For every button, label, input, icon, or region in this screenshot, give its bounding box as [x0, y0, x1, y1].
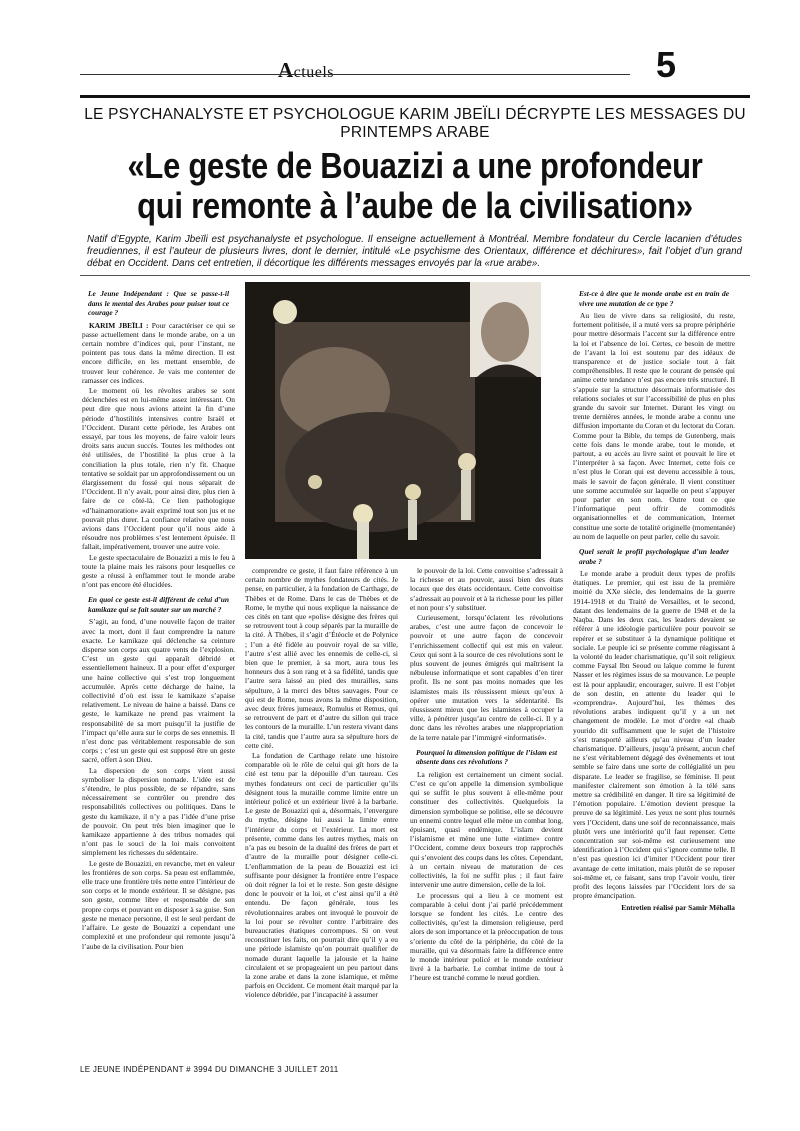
- article-column-1: [82, 283, 235, 1058]
- answer-1-text: Pour caractériser ce qui se passe actuellement dans le monde arabe, on a un certain nombre d’indices qui, pour l’instant, ne pointent pas tous dans la même direction. Il est encore difficile, en les mettant ensemble, de trouver leur cohérence. Je vais me contenter de ramasser ces indices.: [82, 320, 235, 385]
- paragraph: Au lieu de vivre dans sa religiosité, du reste, fortement politisée, il a muté vers sa propre périphérie pour mettre désormais l’accent sur la différence entre la loi et l’absence de loi. Certes, ce besoin de mettre de l’avant la loi est soutenu par des idéaux de transparence et de justice sociale tout à fait compréhensibles. Il reste que le courant de pensée qui anime cette tendance n’est pas encore très structuré. Il s’appuie sur la structure désormais informatisée des relations sociales et sur l’accessibilité de plus en plus grande du savoir sur Internet. Durant les vingt ou trente dernières années, le monde arabe a connu une diffusion importante du Coran et du lectorat du Coran. Comme pour la Bible, du temps de Gutenberg, mais cette fois dans le monde arabe, tout le monde, et partout, a eu accès au livre saint et pouvait le lire et l’interpréter à sa façon. Avec Internet, cette fois ce n’est plus le Coran qui est devenu accessible à tous, mais le savoir de façon générale. Il vient constituer une somme accumulée sur laquelle on peut s’appuyer pour parler en son nom. Outre tout ce que l’informatique peut offrir de commodités organisationnelles et de communication, Internet constitue une sorte de totalité originelle (momentanée) au nom de laquelle on peut parler, celle du savoir.: [573, 311, 735, 541]
- title-rule: [80, 95, 750, 98]
- kicker: LE PSYCHANALYSTE ET PSYCHOLOGUE KARIM JBEÏLI DÉCRYPTE LES MESSAGES DU PRINTEMPS ARABE: [84, 106, 746, 141]
- paragraph: La religion est certainement un ciment social. C’est ce qu’on appelle la dimension symbolique qui se suffit le plus souvent à elle-même pour constituer des collectivités. Quelquefois la dimension symbolique se politise, elle se découvre un ennemi contre lequel elle mène un combat long, épuisant, quasi endémique. L’islam devient l’islamisme et mène une lutte «intime» contre l’Occident, comme deux boxeurs trop rapprochés qui s’envoient des coups dans les côtes. Cependant, à un certain niveau de maturation de ces collectivités, la foi ne suffit plus ; il faut faire intervenir une autre dimension, celle de la loi.: [410, 769, 563, 890]
- paragraph: La dispersion de son corps vient aussi symboliser la dispersion nomade. L’idée est de s’étendre, le plus possible, de se répandre, sans nécessairement se contrôler ou prendre des responsabilités collectives ou politiques. Dans le geste du kamikaze, il n’y a pas l’idée d’une prise de pouvoir. On peut très bien imaginer que le kamikaze appartienne à des tribus nomades qui n’ont pas le souci de la loi mais convoitent simplement les richesses du sédentaire.: [82, 765, 235, 858]
- headline: «Le geste de Bouazizi a une profondeur qui remonte à l’aube de la civilisation»: [127, 145, 703, 226]
- byline: Entretien réalisé par Samir Méhalla: [621, 903, 735, 913]
- section-title: Actuels: [278, 58, 334, 82]
- subheading: Est-ce à dire que le monde arabe est en train de vivre une mutation de ce type ?: [579, 289, 729, 308]
- paragraph: comprendre ce geste, il faut faire référence à un certain nombre de mythes fondateurs de cités. Je pense, en particulier, à la fondation de Carthage, de Thèbes et de Rome. Dans le cas de Thèbes et de Rome, le mythe qui nous explique la naissance de ces cités en tant que «polis» désigne des frères qui se retrouvent tout à coup séparés par la muraille de la cité. À Thèbes, il s’agit d’Étéocle et de Polynice ; l’un a été fidèle au pouvoir royal de sa ville, l’autre s’est allié avec les ennemis de celle-ci, si bien que le premier, à sa mort, aura tous les honneurs dus à son rang et à sa fidélité, tandis que l’autre sera laissé au pied des murailles, sans sépulture, à la merci des bêtes sauvages. Pour ce qui est de Rome, nous avons la même disposition, avec deux frères jumeaux, Romulus et Remus, qui se retrouvent de part et d’autre du sillon qui trace les contours de la muraille. L’un restera vivant dans la cité, tandis que l’autre aura sa sépulture hors de cette cité.: [245, 566, 398, 750]
- article-photo: [245, 282, 541, 559]
- subheading: Quel serait le profil psychologique d’un leader arabe ?: [579, 547, 729, 566]
- subheading: En quoi ce geste est-il différent de celui d’un kamikaze qui se fait sauter sur un marché ?: [88, 595, 229, 614]
- article-column-3: [410, 566, 563, 1058]
- page-footer: LE JEUNE INDÉPENDANT # 3994 DU DIMANCHE 3 JUILLET 2011: [80, 1065, 339, 1074]
- article-column-2: [245, 566, 398, 1058]
- lead-paragraph: Natif d’Egypte, Karim Jbeïli est psychanalyste et psychologue. Il enseigne actuellement à Montréal. Membre fondateur du Cercle lacanien d’études freudiennes, il est l’auteur de plusieurs livres, dont le dernier, intitulé «Le psychisme des Orientaux, différence et déchirures», fait l’objet d’un grand débat en Occident. Dans cet entretien, il décortique les différents messages envoyés par la «rue arabe».: [87, 234, 742, 270]
- header-rule: [80, 74, 630, 75]
- speaker-name: KARIM JBEÏLI :: [89, 320, 149, 330]
- paragraph: La fondation de Carthage relate une histoire comparable où le rôle de celui qui gît hors de la cité est tenu par la dépouille d’un taureau. Ces mythes fondateurs ont ceci de particulier qu’ils désignent tous la muraille comme limite entre un intérieur policé et un extérieur livré à la barbarie. Le geste de Bouazizi qui a, désormais, l’envergure du mythe, désigne lui aussi la limite entre l’intérieur du corps et l’extérieur. La mort est présente, comme dans les autres mythes, mais on n’a pas eu besoin de la dualité des frères de part et d’autre de la muraille pour désigner celle-ci. L’enflammation de la peau de Bouazizi est ici suffisante pour désigner la frontière entre l’espace où doit régner la loi et le reste. Son geste désigne donc le pouvoir et la loi, et c’est ainsi qu’il a été entendu. De façon générale, tous les révolutionnaires arabes ont invoqué le pouvoir de la loi pour se révolter contre l’arbitraire des bureaucraties étatiques corrompues. Si on veut reconstituer les faits, on pourrait dire qu’il y a eu une période islamiste qu’on pourrait qualifier de nomade durant laquelle la jalousie et la haine circulaient et se propageaient un peu partout dans la zone arabe et dans la zone islamique, et même parfois en Occident. Ce moment était marqué par la violence débridée, par l’incapacité à assumer: [245, 751, 398, 1000]
- answer-1: [82, 321, 235, 385]
- paragraph: Le monde arabe a produit deux types de profils étatiques. Le premier, qui est issu de la première moitié du XXe siècle, des lendemains de la guerre 1914-1918 et du Traité de Versailles, et le second, datant des lendemains de la guerre de 1948 et de la Naqba. Dans les deux cas, les leaders devaient se référer à une idéologie particulière pour pouvoir se repérer et se substituer à la dynamique politique et sociale. Le peuple ici se présente comme réagissant à la volonté du leader charismatique, qu’il soit religieux comme Faysal Ibn Seoud ou laïque comme le furent Nasser et les régimes issus de sa mouvance. Le peuple est là pour applaudir, encourager, suivre. Il est l’objet de son destin, en attente du leader qui le «comprendra». Aujourd’hui, les thèmes des révolutions arabes indiquent qu’il y a un net changement de modèle. Le mot d’ordre «al chaab yourido dit suffisamment que le sujet de l’histoire s’est transporté ailleurs qu’au niveau d’un leader charismatique. D’ailleurs, jusqu’à présent, aucun chef ne s’est véritablement dégagé des événements et tout semble se faire dans une sorte de collégialité un peu disparate. Le leader se fragilise, se féminise. Il peut manifester clairement son émotion à la télé sans mettre sa crédibilité en danger. Il tire sa légitimité de l’émotion populaire. L’émotion devient presque la preuve de sa légitimité. Les yeux ne sont plus tournés vers l’Occident, dans une soif de reconnaissance, mais plutôt vers une intériorité qu’il faut repenser. Cette concentration sur soi-même est curieusement une identification à l’Occident qui s’ignore comme telle. Il n’est pas question ici d’imiter l’Occident pour tirer avantage de cette imitation, mais plutôt de se reposer soi-même et, ce faisant, sans trop l’avoir voulu, tirer profit des leçons laissées par l’Occident lors de sa propre émancipation.: [573, 569, 735, 901]
- paragraph: Curieusement, lorsqu’éclatent les révolutions arabes, c’est une autre façon de concevoir le pouvoir et une autre façon de concevoir l’enrichissement collectif qui est mis en valeur. Ceux qui sont à la source de ces révolutions sont le plus souvent de jeunes émigrés qui maîtrisent la nébuleuse informatique et sont capables d’en tirer profit. Ils ne sont pas moins nomades que les islamistes mais ils réussissent mieux qu’eux à opérer une mutation vers la sédentarité. Ils réussissent mieux que les islamistes à occuper la ville, à pénétrer jusqu’au centre de celle-ci. Il y a donc dans les révoltes arabes une réappropriation de la terre natale par l’immigré «informatisé».: [410, 613, 563, 742]
- paragraph: Le geste spectaculaire de Bouazizi a mis le feu à toute la plaine mais les raisons pour lesquelles ce geste a réussi à enflammer tout le monde arabe n’ont pas encore été élucidées.: [82, 552, 235, 590]
- paragraph: Le moment où les révoltes arabes se sont déclenchées est en lui-même assez intéressant. On peut dire que nous avions atteint la fin d’une période d’hostilités intensives contre Israël et l’Occident. Durant cette période, les Arabes ont essayé, par tous les moyens, de faire valoir leurs droits sans aucun succès. Toutes les méthodes ont été utilisées, de l’hostilité la plus crue à la conciliation la plus totale, rien n’y fit. Chaque tentative se soldait par un approfondissement ou un élargissement du fossé qui nous séparait de l’Occident. Il n’y avait, pour ainsi dire, plus rien à faire de ce côté-là. Ce lien pathologique «d’hainamoration» avait exprimé tout son jus et ne pouvait plus durer. La confiance relative que nous avions dans l’Occident pour qu’il nous aide à résoudre nos problèmes s’est lentement épuisée. Il fallait, impérativement, trouver une autre voie.: [82, 385, 235, 552]
- paragraph: Le processus qui a lieu à ce moment est comparable à celui dont j’ai parlé précédemment lorsque se fondent les cités. Le centre des collectivités, qu’est la dimension religieuse, perd alors de son importance et la préoccupation de tous s’oriente du côté de la périphérie, du côté de la muraille, qui va désormais faire la différence entre le monde intérieur policé et le monde extérieur livré à la barbarie. Le combat intime de tout à l’heure est tranché comme le nœud gordien.: [410, 890, 563, 983]
- paragraph: Le geste de Bouazizi, en revanche, met en valeur les frontières de son corps. Sa peau est enflammée, elle trace une frontière très nette entre l’intérieur de son corps et le monde extérieur. Il se désigne, pas son geste, comme libre et responsable de son propre corps et pouvant en disposer à sa guise. Son geste ne menace personne, il est le seul perdant de l’affaire. Le geste de Bouazizi a cependant une complexité et une profondeur qui remonte jusqu’à l’aube de la civilisation. Pour bien: [82, 858, 235, 951]
- candle-memorial-image: [245, 282, 541, 559]
- subheading: Pourquoi la dimension politique de l’islam est absente dans ces révolutions ?: [416, 747, 557, 767]
- question-1: Le Jeune Indépendant : Que se passe-t-il dans le mental des Arabes pour puiser tout ce courage ?: [88, 289, 229, 317]
- paragraph: S’agit, au fond, d’une nouvelle façon de traiter avec la mort, dont il faut comprendre la nature exacte. Le kamikaze qui déclenche sa ceinture disperse son corps aux quatre vents de l’explosion. C’est un geste qui apparaît débridé et essentiellement haineux. Il a pour effet d’expurger une haine collective qui s’est trop longuement accumulée. Après cette décharge de haine, la collectivité d’où est issu le kamikaze s’apaise relativement. Le niveau de haine a baissé. Dans ce geste, le kamikaze ne prend pas vraiment la responsabilité de sa mort puisqu’il la justifie de l’impact qu’elle aura sur le corps de ses ennemis. Il n’est donc pas véritablement responsable de son corps ; c’est un geste qui est supposé être un geste sacré, offert à son Dieu.: [82, 617, 235, 765]
- article-column-4: [573, 283, 735, 1058]
- paragraph: le pouvoir de la loi. Cette convoitise s’adressait à la richesse et au pouvoir, aussi bien des états locaux que des états occidentaux. Cette convoitise s’adressait au pouvoir et à la richesse pour les piller et non pour s’y substituer.: [410, 566, 563, 612]
- page-number: 5: [655, 44, 676, 85]
- page-header: [70, 44, 750, 92]
- lead-rule: [80, 275, 750, 276]
